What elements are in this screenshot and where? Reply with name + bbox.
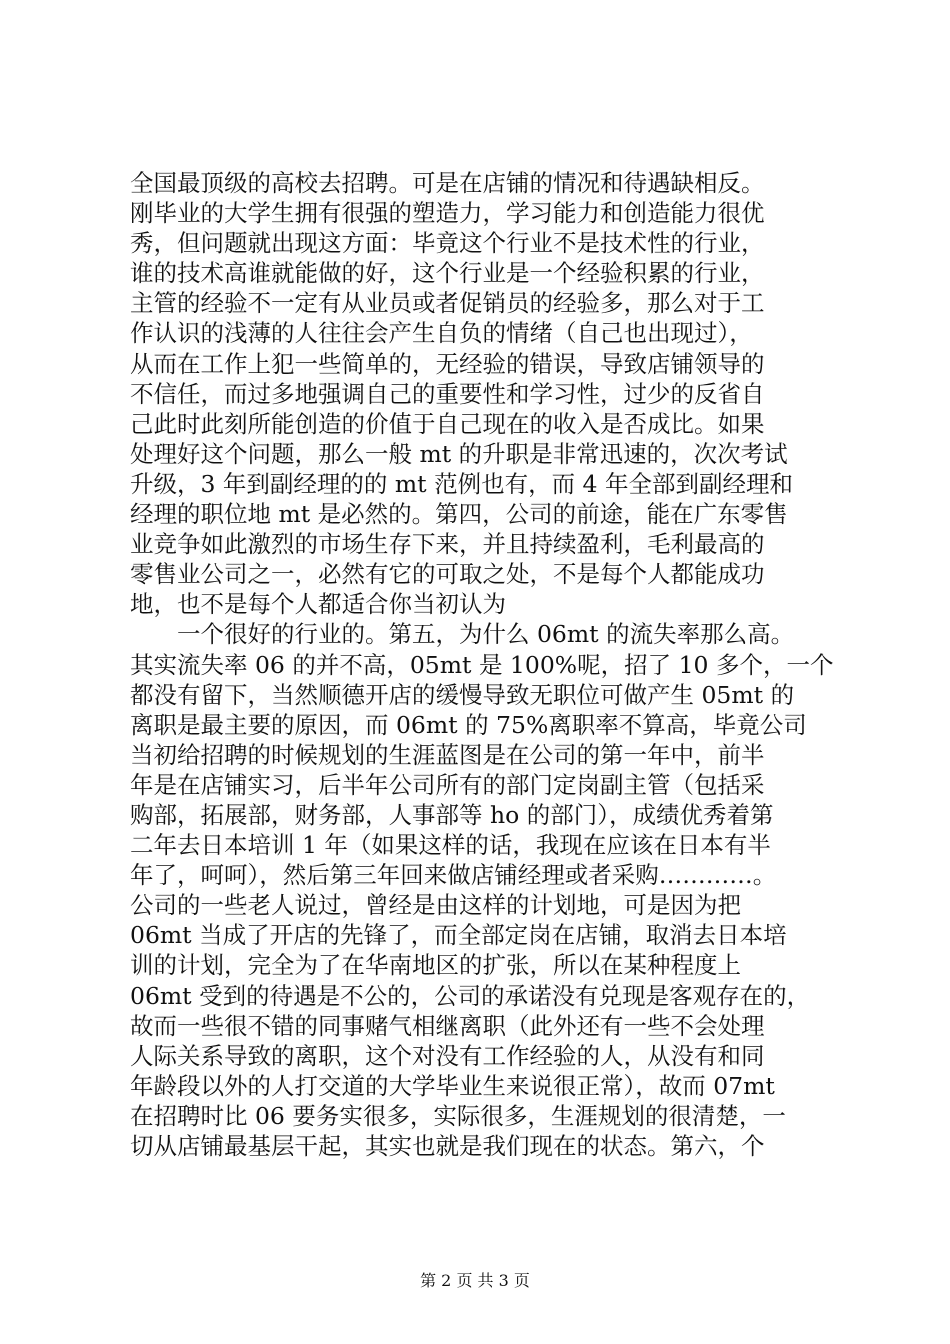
text-line: 购部，拓展部，财务部，人事部等 ho 的部门），成绩优秀着第 xyxy=(130,800,774,829)
text-line: 从而在工作上犯一些简单的，无经验的错误，导致店铺领导的 xyxy=(130,349,765,378)
page-number-footer: 第 2 页 共 3 页 xyxy=(420,1271,530,1290)
paragraph-start-line: 一个很好的行业的。第五，为什么 06mt 的流失率那么高。 xyxy=(177,620,795,649)
body-text xyxy=(130,168,834,1161)
text-line: 年龄段以外的人打交道的大学毕业生来说很正常），故而 07mt xyxy=(130,1071,775,1100)
text-line: 年是在店铺实习，后半年公司所有的部门定岗副主管（包括采 xyxy=(130,770,765,799)
text-line: 升级，3 年到副经理的的 mt 范例也有，而 4 年全部到副经理和 xyxy=(130,469,793,498)
text-line: 公司的一些老人说过，曾经是由这样的计划地，可是因为把 xyxy=(130,891,741,920)
text-line: 二年去日本培训 1 年（如果这样的话，我现在应该在日本有半 xyxy=(130,831,771,860)
text-line: 业竞争如此激烈的市场生存下来，并且持续盈利，毛利最高的 xyxy=(130,530,765,559)
text-line: 全国最顶级的高校去招聘。可是在店铺的情况和待遇缺相反。 xyxy=(130,169,765,197)
text-line: 地，也不是每个人都适合你当初认为 xyxy=(130,590,506,619)
text-line: 谁的技术高谁就能做的好，这个行业是一个经验积累的行业， xyxy=(130,259,765,288)
text-line: 作认识的浅薄的人往往会产生自负的情绪（自己也出现过）， xyxy=(130,319,753,348)
text-line: 处理好这个问题，那么一般 mt 的升职是非常迅速的，次次考试 xyxy=(130,439,788,468)
text-line: 其实流失率 06 的并不高，05mt 是 100%呢，招了 10 多个，一个 xyxy=(130,650,834,679)
text-line: 都没有留下，当然顺德开店的缓慢导致无职位可做产生 05mt 的 xyxy=(130,680,795,709)
text-line: 离职是最主要的原因，而 06mt 的 75%离职率不算高，毕竟公司 xyxy=(130,710,807,739)
text-line: 不信任，而过多地强调自己的重要性和学习性，过少的反省自 xyxy=(130,379,765,408)
text-line: 秀，但问题就出现这方面：毕竟这个行业不是技术性的行业， xyxy=(130,229,765,258)
text-line: 刚毕业的大学生拥有很强的塑造力，学习能力和创造能力很优 xyxy=(130,199,765,228)
text-line: 06mt 当成了开店的先锋了，而全部定岗在店铺，取消去日本培 xyxy=(130,921,787,950)
text-line: 经理的职位地 mt 是必然的。第四，公司的前途，能在广东零售 xyxy=(130,500,788,529)
text-line: 当初给招聘的时候规划的生涯蓝图是在公司的第一年中，前半 xyxy=(130,740,765,769)
text-line: 在招聘时比 06 要务实很多，实际很多，生涯规划的很清楚，一 xyxy=(130,1101,786,1130)
text-line: 己此时此刻所能创造的价值于自己现在的收入是否成比。如果 xyxy=(130,409,765,438)
text-line: 年了，呵呵），然后第三年回来做店铺经理或者采购…………。 xyxy=(130,861,777,890)
text-line: 主管的经验不一定有从业员或者促销员的经验多，那么对于工 xyxy=(130,289,765,318)
text-line: 人际关系导致的离职，这个对没有工作经验的人，从没有和同 xyxy=(130,1041,765,1070)
text-line: 切从店铺最基层干起，其实也就是我们现在的状态。第六，个 xyxy=(130,1132,765,1160)
text-line: 训的计划，完全为了在华南地区的扩张，所以在某种程度上 xyxy=(130,951,741,980)
text-line: 06mt 受到的待遇是不公的，公司的承诺没有兑现是客观存在的， xyxy=(130,981,811,1010)
text-line: 故而一些很不错的同事赌气相继离职（此外还有一些不会处理 xyxy=(130,1011,765,1040)
text-line: 零售业公司之一，必然有它的可取之处，不是每个人都能成功 xyxy=(130,560,765,589)
